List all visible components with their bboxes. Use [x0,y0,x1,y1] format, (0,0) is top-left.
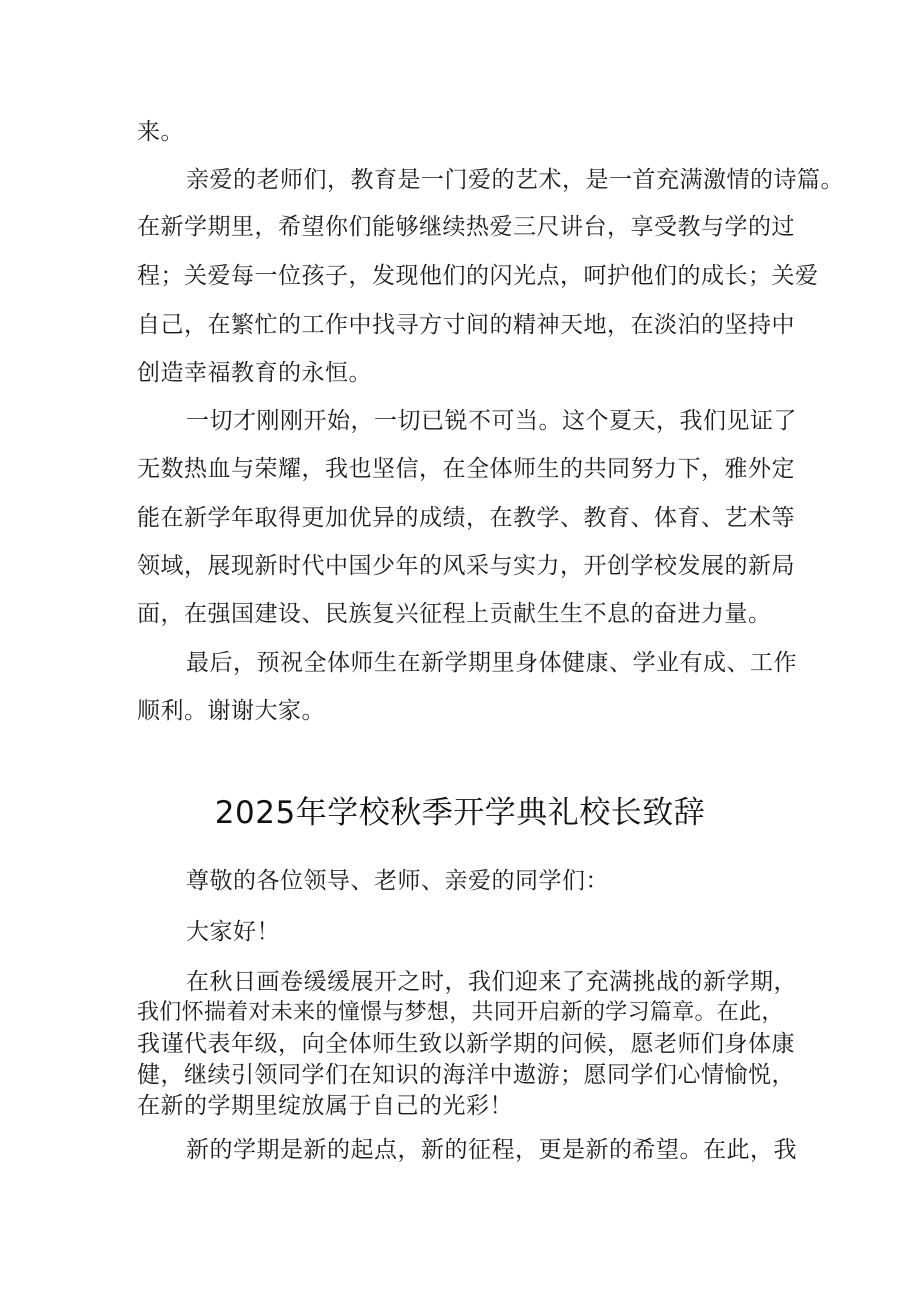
body-text-line: 亲爱的老师们，教育是一门爱的艺术，是一首充满激情的诗篇。 [186,167,844,193]
body-text-line: 在新的学期里绽放属于自己的光彩！ [137,1093,513,1119]
body-text-line: 程；关爱每一位孩子，发现他们的闪光点，呵护他们的成长；关爱 [137,263,819,289]
body-text-line: 来。 [137,119,184,145]
greeting-line: 大家好！ [186,919,280,945]
salutation-line: 尊敬的各位领导、老师、亲爱的同学们： [186,868,609,894]
body-text-line: 我们怀揣着对未来的憧憬与梦想，共同开启新的学习篇章。在此， [137,1000,784,1025]
body-text-line: 最后，预祝全体师生在新学期里身体健康、学业有成、工作 [186,650,797,676]
body-text-line: 能在新学年取得更加优异的成绩，在教学、教育、体育、艺术等 [137,505,795,531]
body-text-line: 一切才刚刚开始，一切已锐不可当。这个夏天，我们见证了 [186,408,797,434]
body-text-line: 领域，展现新时代中国少年的风采与实力，开创学校发展的新局 [137,553,795,579]
body-text-line: 自己，在繁忙的工作中找寻方寸间的精神天地，在淡泊的坚持中 [137,312,795,338]
body-text-line: 在新学期里，希望你们能够继续热爱三尺讲台，享受教与学的过 [137,214,795,240]
body-text-line: 面，在强国建设、民族复兴征程上贡献生生不息的奋进力量。 [137,601,772,627]
body-text-line: 在秋日画卷缓缓展开之时，我们迎来了充满挑战的新学期， [186,969,797,995]
body-text-line: 我谨代表年级，向全体师生致以新学期的问候，愿老师们身体康 [137,1031,795,1057]
body-text-line: 顺利。谢谢大家。 [137,698,325,724]
body-text-line: 创造幸福教育的永恒。 [137,360,372,386]
speech-title: 2025年学校秋季开学典礼校长致辞 [214,795,706,831]
body-text-line: 无数热血与荣耀，我也坚信，在全体师生的共同努力下，雅外定 [137,456,795,482]
body-text-line: 新的学期是新的起点，新的征程，更是新的希望。在此，我 [186,1137,797,1163]
body-text-line: 健，继续引领同学们在知识的海洋中遨游；愿同学们心情愉悦， [137,1062,795,1088]
